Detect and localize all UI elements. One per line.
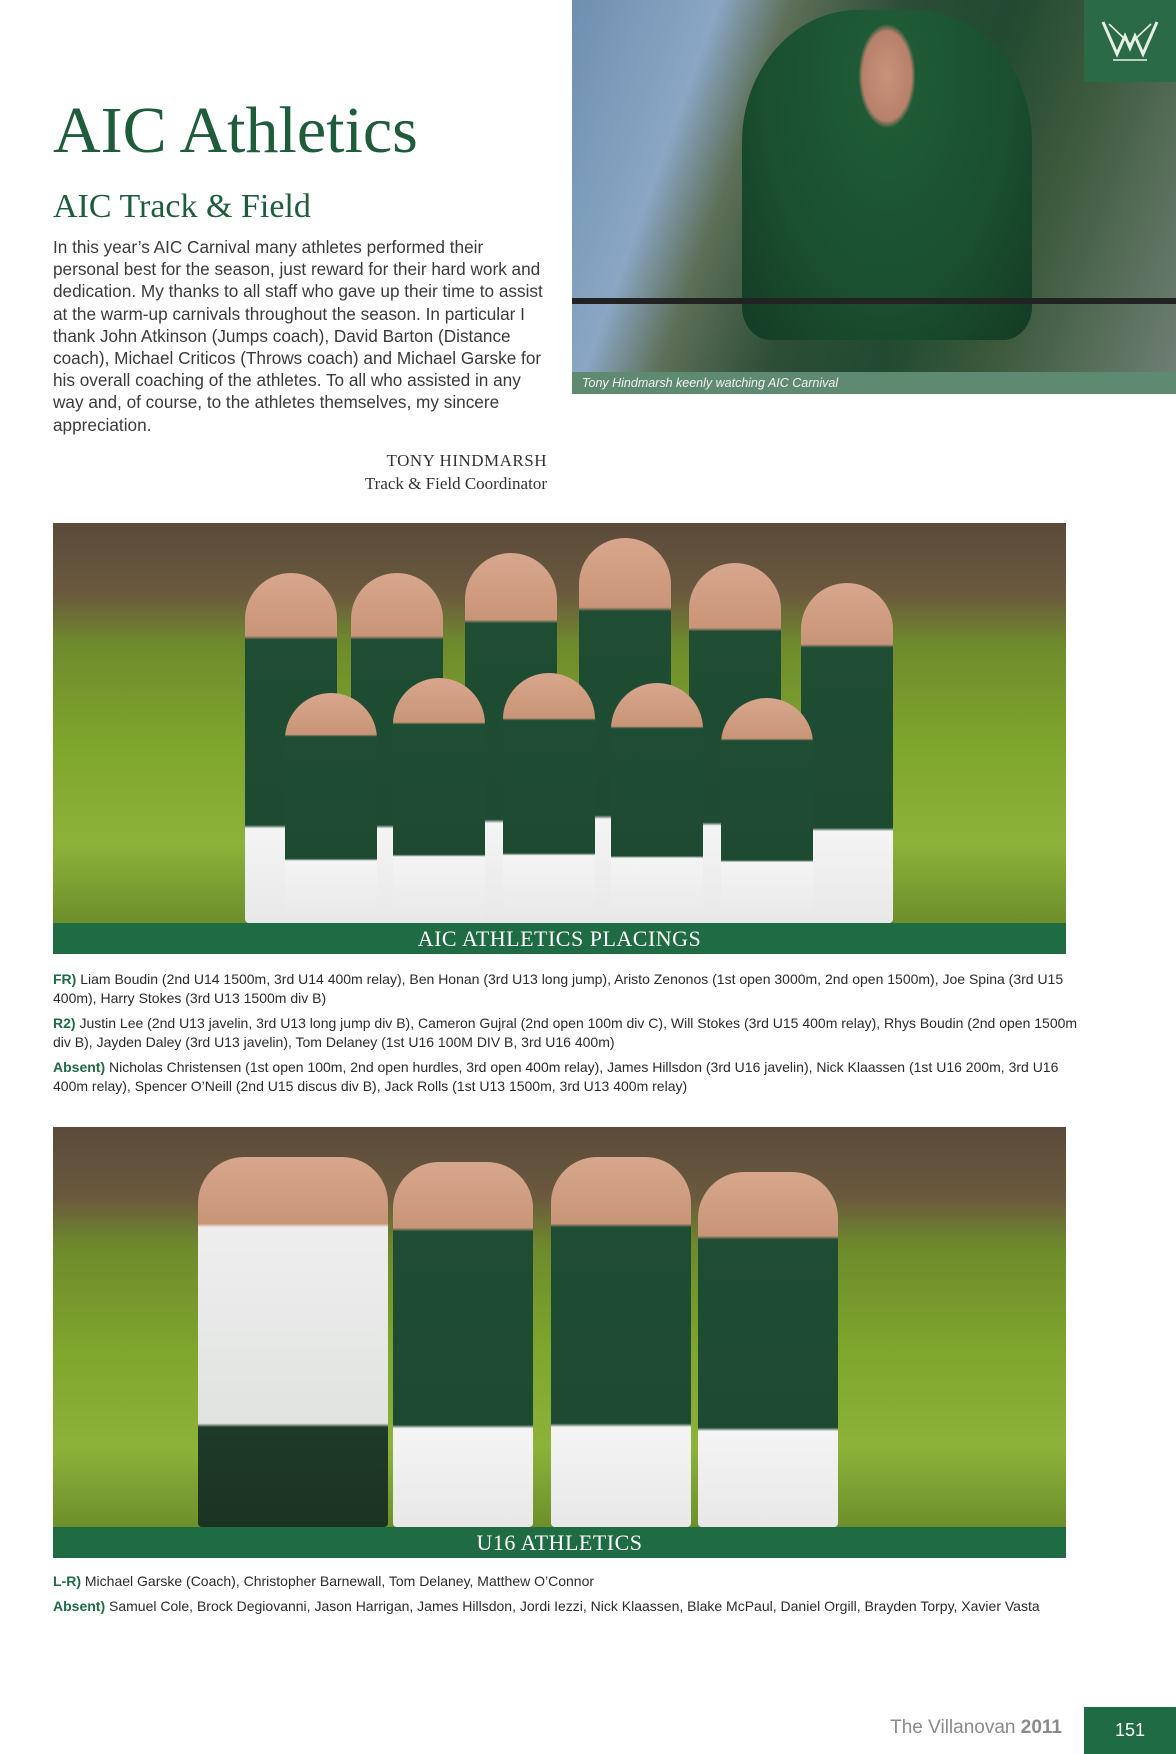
u16-names xyxy=(53,1572,1083,1622)
railing xyxy=(572,298,1176,304)
row-label: FR) xyxy=(53,971,77,987)
row-text: Liam Boudin (2nd U14 1500m, 3rd U14 400m relay), Ben Honan (3rd U13 long jump), Aristo Zenonos (1st open 3000m, 2nd open 1500m), Joe Spina (3rd U15 400m), Harry Stokes (3rd U13 1500m div B) xyxy=(53,971,1064,1006)
row-label: Absent) xyxy=(53,1059,106,1075)
coach-figure xyxy=(198,1157,388,1527)
placings-row-front xyxy=(53,970,1083,1008)
athlete-figure xyxy=(611,683,703,923)
crest-graphic xyxy=(1099,16,1161,66)
athlete-figure xyxy=(698,1172,838,1527)
spectator-figure xyxy=(742,10,1032,340)
hero-caption: Tony Hindmarsh keenly watching AIC Carnival xyxy=(572,372,1176,394)
row-text: Samuel Cole, Brock Degiovanni, Jason Harrigan, James Hillsdon, Jordi Iezzi, Nick Klaassen, Blake McPaul, Daniel Orgill, Brayden Torpy, Xavier Vasta xyxy=(105,1598,1040,1614)
section-title: AIC Track & Field xyxy=(53,188,311,225)
villanova-crest-icon xyxy=(1084,0,1176,82)
u16-row-absent xyxy=(53,1597,1083,1616)
row-text: Michael Garske (Coach), Christopher Barnewall, Tom Delaney, Matthew O’Connor xyxy=(81,1573,595,1589)
athlete-figure xyxy=(721,698,813,923)
signature-role: Track & Field Coordinator xyxy=(364,474,547,493)
row-text: Nicholas Christensen (1st open 100m, 2nd open hurdles, 3rd open 400m relay), James Hillsdon (3rd U16 javelin), Nick Klaassen (1st U16 200m, 3rd U16 400m relay), Spencer O’Neill (2nd U15 discus div B), Jack Rolls (1st U13 1500m, 3rd U13 400m relay) xyxy=(53,1059,1059,1094)
signature-name: TONY HINDMARSH xyxy=(386,451,547,470)
athlete-figure xyxy=(393,678,485,923)
athlete-figure xyxy=(551,1157,691,1527)
athlete-figure xyxy=(503,673,595,923)
u16-banner: U16 ATHLETICS xyxy=(53,1527,1066,1558)
placings-banner: AIC ATHLETICS PLACINGS xyxy=(53,923,1066,954)
publication-year: 2011 xyxy=(1020,1717,1062,1738)
u16-row-lr xyxy=(53,1572,1083,1591)
u16-team-photo xyxy=(53,1127,1066,1527)
row-text: Justin Lee (2nd U13 javelin, 3rd U13 long jump div B), Cameron Gujral (2nd open 100m div C), Will Stokes (3rd U15 400m relay), Rhys Boudin (2nd open 1500m div B), Jayden Daley (3rd U13 javelin), Tom Delaney (1st U16 100M DIV B, 3rd U16 400m) xyxy=(53,1015,1078,1050)
athlete-figure xyxy=(393,1162,533,1527)
row-label: Absent) xyxy=(53,1598,106,1614)
athlete-figure xyxy=(285,693,377,923)
page-title: AIC Athletics xyxy=(53,94,418,167)
page-number: 151 xyxy=(1084,1707,1176,1754)
placings-row-second xyxy=(53,1014,1083,1052)
placings-row-absent xyxy=(53,1058,1083,1096)
publication-name: The Villanovan xyxy=(890,1717,1016,1738)
row-label: L-R) xyxy=(53,1573,81,1589)
placings-names xyxy=(53,970,1083,1102)
intro-paragraph: In this year’s AIC Carnival many athletes performed their personal best for the season, just reward for their hard work and dedication. My thanks to all staff who gave up their time to assist at the warm-up carnivals throughout the season. In particular I thank John Atkinson (Jumps coach), David Barton (Distance coach), Michael Criticos (Throws coach) and Michael Garske for his overall coaching of the athletes. To all who assisted in any way and, of course, to the athletes themselves, my sincere appreciation. xyxy=(53,237,543,435)
row-label: R2) xyxy=(53,1015,76,1031)
placings-team-photo xyxy=(53,523,1066,923)
footer-publication xyxy=(890,1718,1062,1737)
athlete-figure xyxy=(801,583,893,923)
